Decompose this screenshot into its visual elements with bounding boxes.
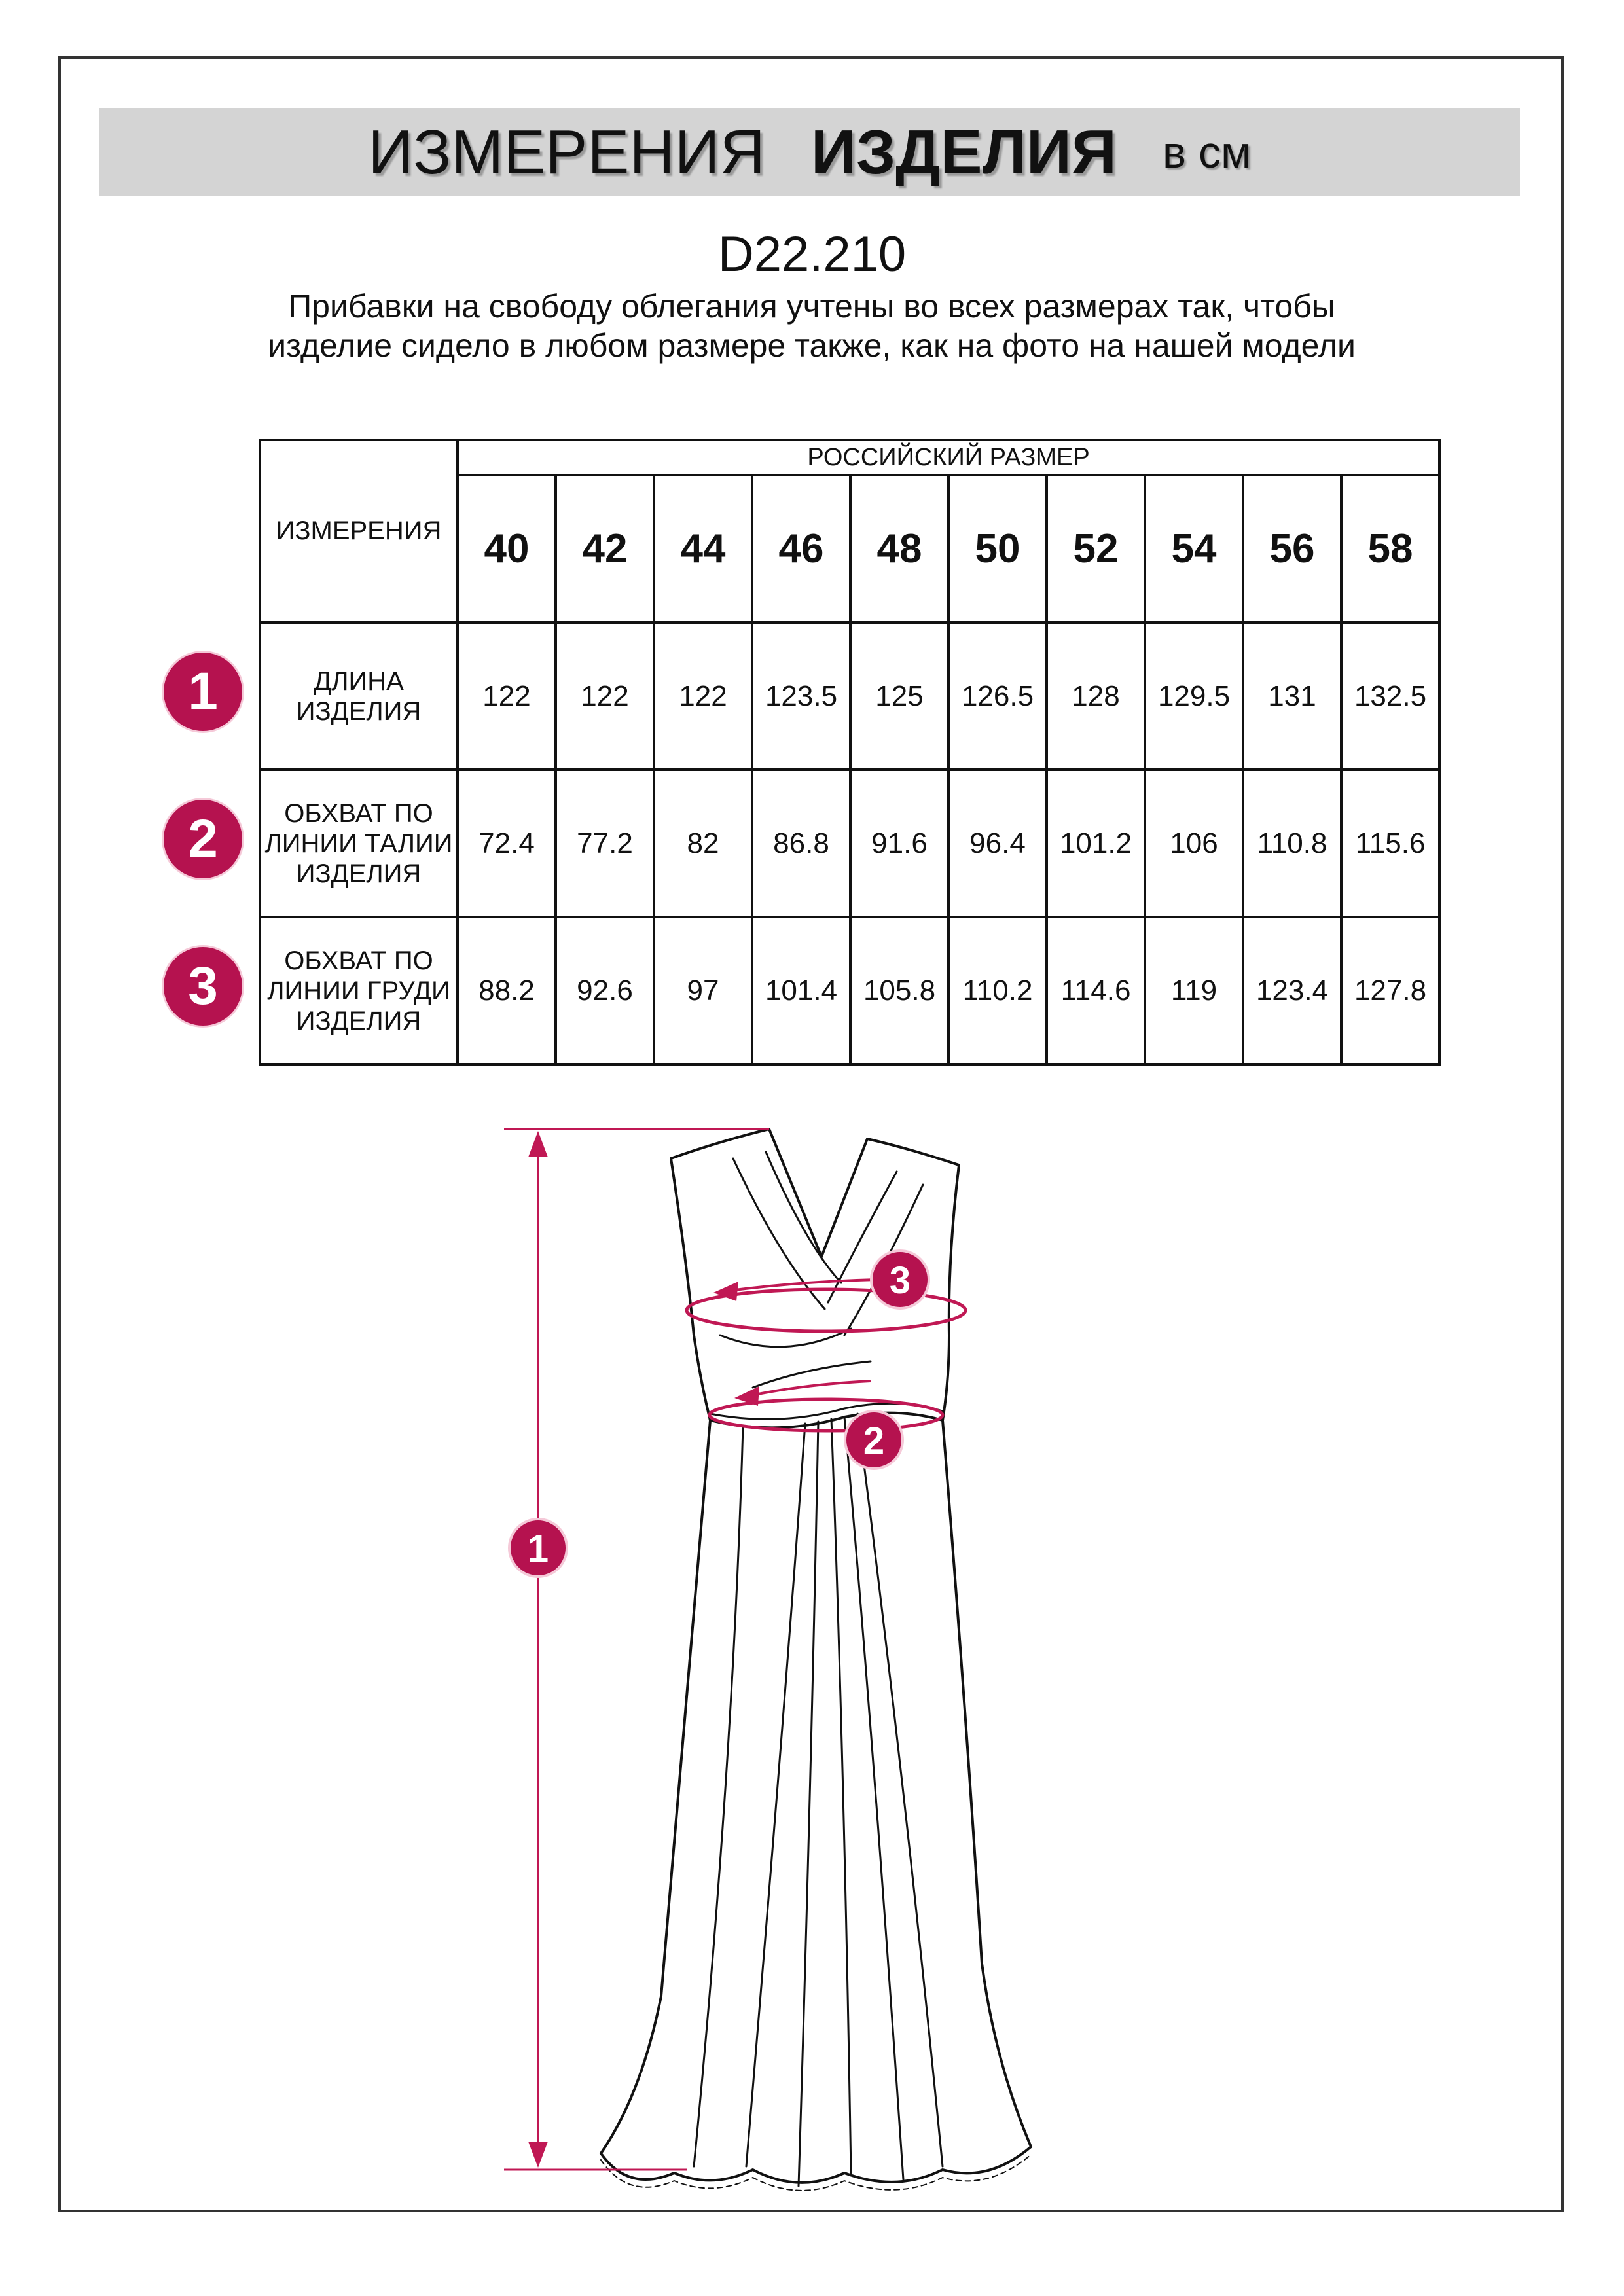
row-badge-1: 1: [164, 653, 242, 731]
length-measure: [504, 1129, 769, 2170]
table-cell: 77.2: [556, 770, 654, 917]
title-bold: ИЗДЕЛИЯ: [811, 117, 1117, 187]
table-cell: 115.6: [1341, 770, 1439, 917]
table-cell: 126.5: [948, 622, 1047, 770]
table-cell: 110.2: [948, 917, 1047, 1064]
table-cell: 125: [850, 622, 948, 770]
table-cell: 122: [654, 622, 752, 770]
title-light: ИЗМЕРЕНИЯ: [368, 117, 765, 187]
size-header: 56: [1243, 475, 1341, 622]
arrow-up-icon: [528, 1131, 548, 1157]
size-header: 44: [654, 475, 752, 622]
row-label: ОБХВАТ ПО ЛИНИИ ТАЛИИ ИЗДЕЛИЯ: [260, 770, 458, 917]
table-cell: 82: [654, 770, 752, 917]
row-badge-3: 3: [164, 947, 242, 1026]
marker-bust: [871, 1251, 929, 1308]
table-cell: 72.4: [458, 770, 556, 917]
marker-length: [509, 1519, 567, 1577]
table-cell: 110.8: [1243, 770, 1341, 917]
waist-arrow: [751, 1381, 871, 1395]
table-cell: 106: [1145, 770, 1243, 917]
table-cell: 131: [1243, 622, 1341, 770]
product-code: D22.210: [717, 226, 907, 282]
row-badge-2: 2: [164, 800, 242, 878]
table-cell: 101.2: [1047, 770, 1145, 917]
marker-bust-label: 3: [889, 1259, 911, 1302]
table-cell: 123.5: [752, 622, 850, 770]
table-cell: 97: [654, 917, 752, 1064]
table-cell: 86.8: [752, 770, 850, 917]
table-cell: 132.5: [1341, 622, 1439, 770]
table-cell: 88.2: [458, 917, 556, 1064]
marker-waist: [845, 1411, 903, 1469]
table-cell: 105.8: [850, 917, 948, 1064]
size-header: 54: [1145, 475, 1243, 622]
size-header: 46: [752, 475, 850, 622]
size-header: 50: [948, 475, 1047, 622]
size-group-label: РОССИЙСКИЙ РАЗМЕР: [458, 440, 1439, 475]
table-cell: 119: [1145, 917, 1243, 1064]
row-label: ОБХВАТ ПО ЛИНИИ ГРУДИ ИЗДЕЛИЯ: [260, 917, 458, 1064]
table-cell: 123.4: [1243, 917, 1341, 1064]
table-cell: 92.6: [556, 917, 654, 1064]
table-cell: 122: [458, 622, 556, 770]
marker-waist-label: 2: [863, 1420, 885, 1462]
table-cell: 128: [1047, 622, 1145, 770]
waist-ellipse: [710, 1399, 943, 1431]
arrow-down-icon: [528, 2142, 548, 2168]
title-unit: в см: [1162, 127, 1252, 177]
size-header: 42: [556, 475, 654, 622]
table-cell: 127.8: [1341, 917, 1439, 1064]
table-cell: 122: [556, 622, 654, 770]
table-cell: 129.5: [1145, 622, 1243, 770]
row-label: ДЛИНА ИЗДЕЛИЯ: [260, 622, 458, 770]
size-header: 58: [1341, 475, 1439, 622]
table-cell: 91.6: [850, 770, 948, 917]
table-cell: 101.4: [752, 917, 850, 1064]
table-cell: 114.6: [1047, 917, 1145, 1064]
size-header: 40: [458, 475, 556, 622]
corner-label: ИЗМЕРЕНИЯ: [260, 440, 458, 622]
marker-length-label: 1: [527, 1528, 549, 1570]
fit-note: Прибавки на свободу облегания учтены во всех размерах так, чтобы изделие сидело в любом размере также, как на фото на нашей модели: [268, 288, 1356, 364]
size-header: 48: [850, 475, 948, 622]
table-cell: 96.4: [948, 770, 1047, 917]
size-header: 52: [1047, 475, 1145, 622]
